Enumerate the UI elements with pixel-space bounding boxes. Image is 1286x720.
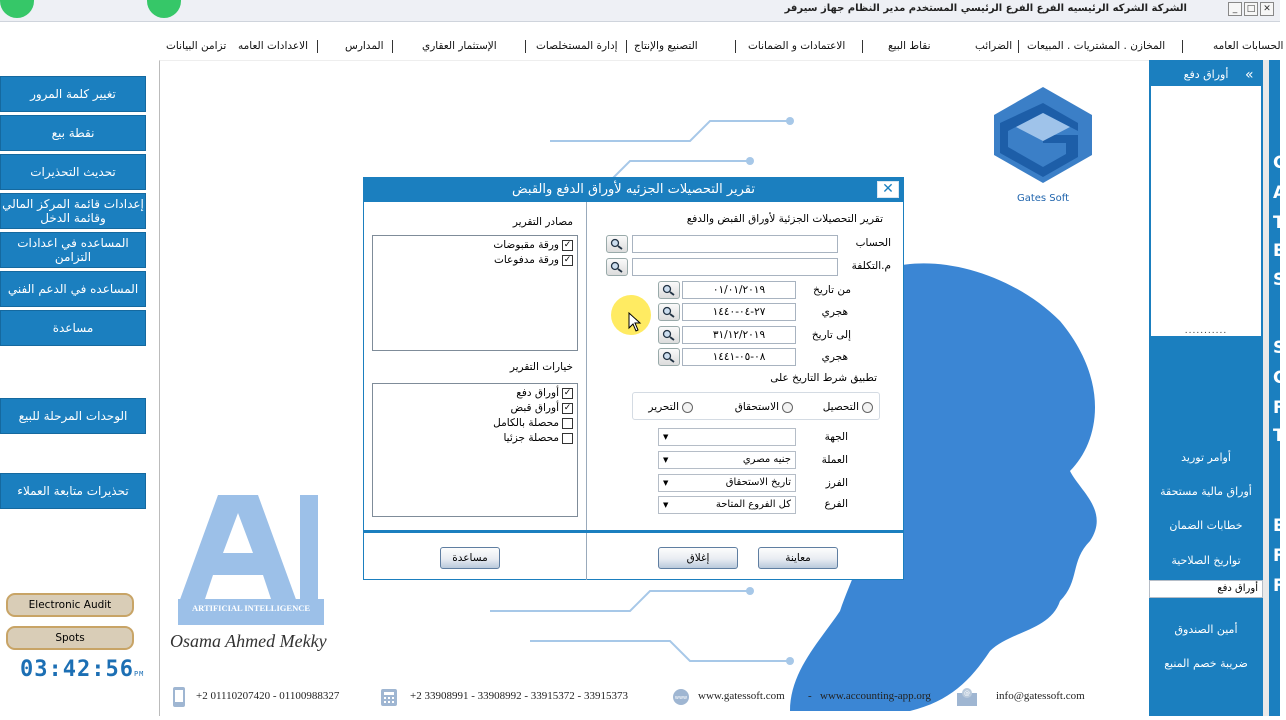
svg-text:@: @ bbox=[964, 690, 970, 697]
mobile-phone-icon bbox=[170, 686, 188, 708]
menu-separator bbox=[1182, 40, 1183, 53]
right-panel-header bbox=[1149, 64, 1263, 86]
radio-due-circle[interactable] bbox=[782, 402, 793, 413]
footer-separator: - bbox=[808, 690, 812, 702]
globe-icon bbox=[672, 686, 690, 708]
menu-separator bbox=[1018, 40, 1019, 53]
report-options-label: خيارات التقرير bbox=[509, 361, 573, 373]
window-title: الشركة الشركه الرئيسيه الفرع الفرع الرئيسي المستخدم مدير النظام جهاز سيرفر bbox=[784, 3, 1187, 14]
menu-pos[interactable]: نقاط البيع bbox=[888, 40, 931, 52]
maximize-button[interactable]: □ bbox=[1244, 2, 1258, 16]
option-partially-collected-checkbox[interactable] bbox=[503, 431, 573, 445]
checkbox-empty-icon[interactable] bbox=[562, 433, 573, 444]
option-fully-collected-label: محصلة بالكامل bbox=[493, 417, 559, 429]
menu-separator bbox=[626, 40, 627, 53]
hijri-to-label: هجري bbox=[821, 351, 848, 363]
radio-issue-label: التحرير bbox=[648, 401, 679, 413]
main-menu bbox=[0, 38, 1284, 58]
customer-followup-alerts-button[interactable]: تحذيرات متابعة العملاء bbox=[0, 473, 146, 509]
menu-separator bbox=[735, 40, 736, 53]
menu-separator bbox=[392, 40, 393, 53]
edge-letter: T bbox=[1273, 426, 1285, 446]
report-sources-list bbox=[372, 235, 578, 351]
menu-real-estate[interactable]: الإستثمار العقاري bbox=[422, 40, 497, 52]
edge-letter: F bbox=[1273, 546, 1285, 566]
close-window-button[interactable]: ✕ bbox=[1260, 2, 1274, 16]
title-bar bbox=[0, 0, 1280, 22]
menu-manufacturing[interactable]: التصنيع والإنتاج bbox=[634, 40, 698, 52]
pos-button[interactable]: نقطة بيع bbox=[0, 115, 146, 151]
option-fully-collected-checkbox[interactable] bbox=[493, 416, 573, 430]
branch-value: كل الفروع المتاحة bbox=[715, 499, 791, 510]
checkbox-checked-icon[interactable]: ✓ bbox=[563, 387, 572, 398]
party-select[interactable] bbox=[658, 428, 796, 446]
sync-help-button[interactable]: المساعده في اعدادات التزامن bbox=[0, 232, 146, 268]
panel-item-withholding-tax[interactable]: ضريبة خصم المنبع bbox=[1164, 657, 1248, 670]
sort-label: الفرز bbox=[825, 477, 848, 489]
close-button[interactable]: إغلاق bbox=[658, 547, 738, 569]
app-badge-icon bbox=[0, 0, 34, 18]
option-payment-papers-checkbox[interactable] bbox=[516, 386, 573, 400]
cost-center-search-button[interactable] bbox=[606, 258, 628, 276]
report-options-list bbox=[372, 383, 578, 517]
edge-letter: T bbox=[1273, 213, 1285, 233]
financial-statements-settings-button[interactable]: إعدادات قائمة المركز المالي وقائمة الدخل bbox=[0, 193, 146, 229]
panel-item-due-securities[interactable]: أوراق مالية مستحقة bbox=[1160, 485, 1252, 498]
option-payment-papers-label: أوراق دفع bbox=[516, 387, 559, 399]
menu-separator bbox=[862, 40, 863, 53]
edge-letter: S bbox=[1273, 338, 1286, 358]
from-date-label: من تاريخ bbox=[813, 284, 851, 296]
edge-letter: E bbox=[1273, 516, 1285, 536]
source-receipts-label: ورقة مقبوضات bbox=[493, 239, 559, 251]
right-panel-title: أوراق دفع bbox=[1183, 68, 1229, 81]
footer-contacts bbox=[170, 686, 1140, 710]
signature: Osama Ahmed Mekky bbox=[170, 631, 327, 651]
hijri-from-label: هجري bbox=[821, 306, 848, 318]
source-payments-checkbox[interactable] bbox=[494, 253, 573, 267]
chevron-down-icon: ▼ bbox=[663, 479, 669, 487]
menu-separator bbox=[317, 40, 318, 53]
ai-logo-text: ARTIFICIAL INTELLIGENCE bbox=[191, 603, 311, 613]
edge-letter: C bbox=[1273, 153, 1286, 173]
search-icon bbox=[662, 351, 676, 363]
collapse-icon[interactable]: « bbox=[1245, 67, 1254, 83]
footer-website-1[interactable]: www.gatessoft.com bbox=[698, 690, 785, 702]
email-icon bbox=[956, 686, 978, 708]
sort-value: تاريخ الاستحقاق bbox=[725, 477, 791, 488]
dialog-divider bbox=[586, 202, 587, 580]
dialog-help-button[interactable]: مساعدة bbox=[440, 547, 500, 569]
menu-general-accounts[interactable]: الحسابات العامه bbox=[1213, 40, 1284, 52]
support-help-button[interactable]: المساعده في الدعم الفني bbox=[0, 271, 146, 307]
currency-label: العملة bbox=[821, 454, 848, 466]
clock-time: 03:42:56 bbox=[20, 657, 134, 682]
panel-item-payment-papers[interactable]: أوراق دفع bbox=[1149, 580, 1263, 598]
refresh-alerts-button[interactable]: تحديث التحذيرات bbox=[0, 154, 146, 190]
panel-item-cashier[interactable]: أمين الصندوق bbox=[1174, 623, 1238, 636]
svg-text:www: www bbox=[674, 695, 688, 701]
from-date-picker-button[interactable] bbox=[658, 281, 680, 299]
radio-collection-label: التحصيل bbox=[822, 401, 859, 413]
date-condition-radio-group bbox=[632, 392, 880, 420]
clock bbox=[20, 657, 144, 682]
to-date-field[interactable]: ٣١/١٢/٢٠١٩ bbox=[682, 326, 796, 344]
minimize-button[interactable]: _ bbox=[1228, 2, 1242, 16]
radio-due-label: الاستحقاق bbox=[734, 401, 779, 413]
panel-item-expiry-dates[interactable]: تواريخ الصلاحية bbox=[1171, 554, 1241, 567]
search-icon bbox=[662, 306, 676, 318]
telephone-icon bbox=[380, 686, 398, 708]
checkbox-empty-icon[interactable] bbox=[562, 418, 573, 429]
right-panel-content bbox=[1151, 86, 1261, 336]
menu-separator bbox=[525, 40, 526, 53]
report-dialog bbox=[363, 177, 904, 580]
cost-center-label: م.التكلفة bbox=[851, 260, 891, 272]
party-label: الجهة bbox=[824, 431, 848, 443]
from-date-field[interactable]: ٠١/٠١/٢٠١٩ bbox=[682, 281, 796, 299]
menu-taxes[interactable]: الضرائب bbox=[975, 40, 1013, 52]
edge-letter: C bbox=[1273, 368, 1286, 388]
chevron-down-icon: ▼ bbox=[663, 456, 669, 464]
currency-select[interactable] bbox=[658, 451, 796, 469]
source-payments-label: ورقة مدفوعات bbox=[493, 254, 559, 266]
option-receipt-papers-checkbox[interactable] bbox=[510, 401, 573, 415]
footer-website-2[interactable]: www.accounting-app.org bbox=[820, 690, 931, 702]
edge-letter: F bbox=[1273, 576, 1285, 596]
menu-credits-guarantees[interactable]: الاعتمادات و الضمانات bbox=[748, 40, 846, 52]
edge-letter: F bbox=[1273, 398, 1285, 418]
hijri-to-picker-button[interactable] bbox=[658, 348, 680, 366]
search-icon bbox=[662, 329, 676, 341]
dialog-close-button[interactable]: ✕ bbox=[877, 181, 899, 198]
gates-soft-logo-text: Gates Soft bbox=[1016, 193, 1070, 204]
app-badge-icon bbox=[147, 0, 181, 18]
spots-button[interactable]: Spots bbox=[6, 626, 134, 650]
edge-panel bbox=[1269, 60, 1286, 716]
search-icon bbox=[662, 284, 676, 296]
right-panel bbox=[1149, 60, 1263, 716]
footer-phone: +2 33908991 - 33908992 - 33915372 - 33915373 bbox=[410, 690, 628, 702]
help-button[interactable]: مساعدة bbox=[0, 310, 146, 346]
option-partially-collected-label: محصلة جزئيا bbox=[503, 432, 559, 444]
radio-issue[interactable] bbox=[648, 401, 693, 413]
hijri-to-field[interactable]: ٠٨-٠٥-١٤٤١ bbox=[682, 348, 796, 366]
panel-item-purchase-orders[interactable]: أوامر توريد bbox=[1181, 451, 1231, 464]
checkbox-checked-icon[interactable]: ✓ bbox=[563, 254, 572, 265]
report-sources-label: مصادر التقرير bbox=[512, 216, 573, 228]
dialog-title: تقرير التحصيلات الجزئيه لأوراق الدفع والقبض bbox=[364, 178, 903, 202]
option-receipt-papers-label: أوراق قبض bbox=[510, 402, 559, 414]
dialog-subtitle: تقرير التحصيلات الجزئية لأوراق القبض والدفع bbox=[686, 213, 883, 225]
change-password-button[interactable]: تغيير كلمة المرور bbox=[0, 76, 146, 112]
right-panel-resize-handle[interactable]: ........... bbox=[1184, 326, 1228, 336]
currency-value: جنيه مصري bbox=[742, 454, 791, 465]
radio-due[interactable] bbox=[735, 401, 793, 413]
clock-suffix: PM bbox=[133, 670, 145, 678]
mouse-pointer-icon bbox=[628, 312, 642, 332]
account-search-button[interactable] bbox=[606, 235, 628, 253]
cost-center-field[interactable] bbox=[632, 258, 838, 276]
edge-letter: E bbox=[1273, 241, 1285, 261]
chevron-down-icon: ▼ bbox=[663, 433, 669, 441]
menu-data-sync[interactable]: تزامن البيانات bbox=[166, 40, 227, 52]
search-icon bbox=[610, 238, 624, 250]
edge-letter: S bbox=[1273, 270, 1286, 290]
checkbox-checked-icon[interactable]: ✓ bbox=[563, 402, 572, 413]
electronic-audit-button[interactable]: Electronic Audit bbox=[6, 593, 134, 617]
apply-date-condition-label: تطبيق شرط التاريخ على bbox=[770, 372, 877, 384]
menu-inventory-sales[interactable]: المخازن . المشتريات . المبيعات bbox=[1027, 40, 1166, 52]
preview-button[interactable]: معاينة bbox=[758, 547, 838, 569]
account-label: الحساب bbox=[855, 237, 891, 249]
to-date-picker-button[interactable] bbox=[658, 326, 680, 344]
radio-issue-circle[interactable] bbox=[682, 402, 693, 413]
branch-label: الفرع bbox=[824, 498, 848, 510]
chevron-down-icon: ▼ bbox=[663, 501, 669, 509]
sort-select[interactable] bbox=[658, 474, 796, 492]
dialog-footer-divider bbox=[364, 530, 903, 533]
checkbox-checked-icon[interactable]: ✓ bbox=[563, 239, 572, 250]
edge-letter: A bbox=[1273, 183, 1286, 203]
radio-collection[interactable] bbox=[823, 401, 873, 413]
to-date-label: إلى تاريخ bbox=[811, 329, 851, 341]
footer-mobile: +2 01110207420 - 01100988327 bbox=[196, 690, 340, 702]
branch-select[interactable] bbox=[658, 496, 796, 514]
source-receipts-checkbox[interactable] bbox=[493, 238, 573, 252]
radio-collection-circle[interactable] bbox=[862, 402, 873, 413]
panel-item-guarantee-letters[interactable]: خطابات الضمان bbox=[1169, 519, 1243, 532]
account-field[interactable] bbox=[632, 235, 838, 253]
gates-soft-logo-icon bbox=[986, 83, 1100, 183]
hijri-from-field[interactable]: ٢٧-٠٤-١٤٤٠ bbox=[682, 303, 796, 321]
menu-schools[interactable]: المدارس bbox=[345, 40, 384, 52]
footer-email[interactable]: info@gatessoft.com bbox=[996, 690, 1085, 702]
hijri-from-picker-button[interactable] bbox=[658, 303, 680, 321]
menu-general-settings[interactable]: الاعدادات العامه bbox=[238, 40, 309, 52]
menu-extracts[interactable]: إدارة المستخلصات bbox=[536, 40, 618, 52]
posted-units-button[interactable]: الوحدات المرحلة للبيع bbox=[0, 398, 146, 434]
search-icon bbox=[610, 261, 624, 273]
